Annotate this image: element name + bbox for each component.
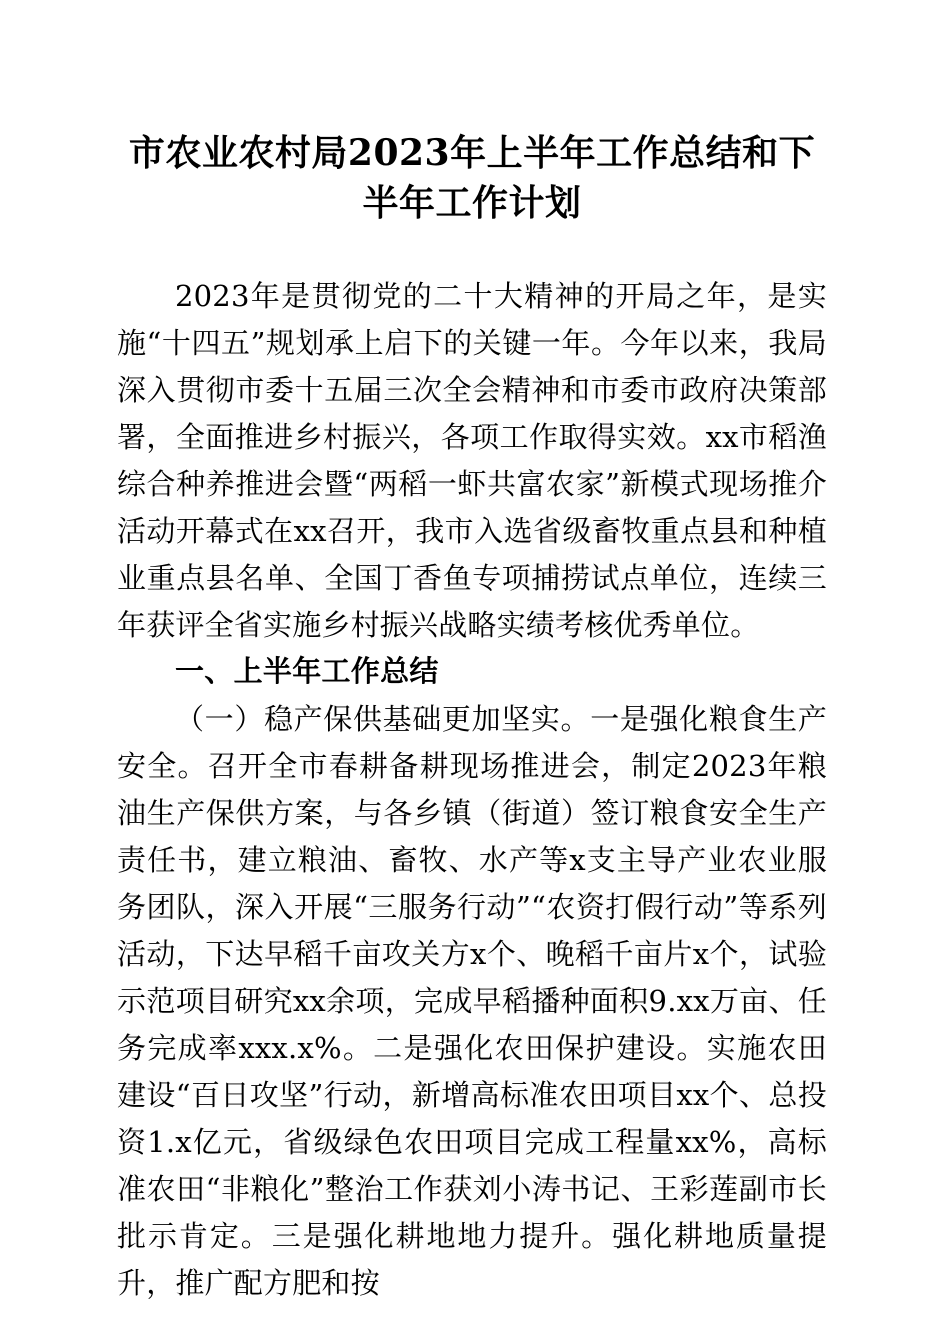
document-body — [117, 0, 827, 1307]
page-title: 市农业农村局2023年上半年工作总结和下半年工作计划 — [128, 132, 816, 224]
section-heading-first-half-summary: 一、上半年工作总结 — [175, 656, 439, 688]
paragraph-subsection-one: （一）稳产保供基础更加坚实。一是强化粮食生产安全。召开全市春耕备耕现场推进会，制定2023年粮油生产保供方案，与各乡镇（街道）签订粮食安全生产责任书，建立粮油、畜牧、水产等x支主导产业农业服务团队，深入开展“三服务行动”“农资打假行动”等系列活动，下达早稻千亩攻关方x个、晚稻千亩片x个，试验示范项目研究xx余项，完成早稻播种面积9.xx万亩、任务完成率xxx.x%。二是强化农田保护建设。实施农田建设“百日攻坚”行动，新增高标准农田项目xx个、总投资1.x亿元，省级绿色农田项目完成工程量xx%，高标准农田“非粮化”整治工作获刘小涛书记、王彩莲副市长批示肯定。三是强化耕地地力提升。强化耕地质量提升，推广配方肥和按 — [117, 702, 827, 1300]
paragraph-intro: 2023年是贯彻党的二十大精神的开局之年，是实施“十四五”规划承上启下的关键一年。今年以来，我局深入贯彻市委十五届三次全会精神和市委市政府决策部署，全面推进乡村振兴，各项工作取得实效。xx市稻渔综合种养推进会暨“两稻一虾共富农家”新模式现场推介活动开幕式在xx召开，我市入选省级畜牧重点县和种植业重点县名单、全国丁香鱼专项捕捞试点单位，连续三年获评全省实施乡村振兴战略实绩考核优秀单位。 — [117, 279, 827, 642]
title-spacer — [117, 228, 827, 273]
